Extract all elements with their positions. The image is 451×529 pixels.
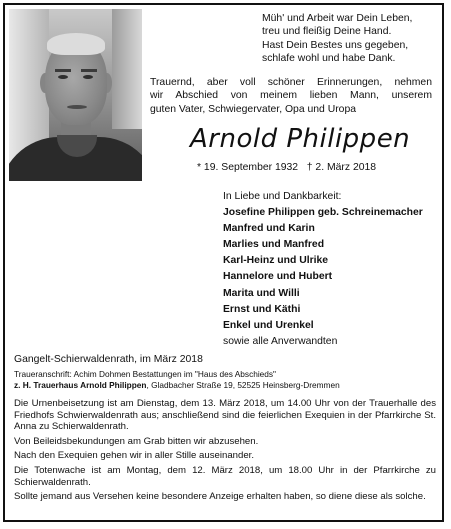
mourner-entry: Josefine Philippen geb. Schreinemacher xyxy=(223,207,423,219)
mourners-intro: In Liebe und Dankbarkeit: xyxy=(223,191,342,202)
portrait-photo xyxy=(9,9,142,181)
mourners-list xyxy=(223,189,423,350)
poem-line: Müh' und Arbeit war Dein Leben, xyxy=(262,13,413,24)
paragraph: Die Urnenbeisetzung ist am Dienstag, dem 13. März 2018, um 14.00 Uhr von der Trauerhalle des Friedhofs Schwierwaldenrath aus; anschließend sind die feierlichen Exequien in der Pfarrkirche St. Anna zu Schierwaldenrath. xyxy=(14,398,436,433)
paragraph: Von Beileidsbekundungen am Grab bitten wir abzusehen. xyxy=(14,435,259,447)
place-date: Gangelt-Schierwaldenrath, im März 2018 xyxy=(14,354,203,365)
poem xyxy=(262,12,412,66)
mourner-entry: Manfred und Karin xyxy=(223,223,315,235)
life-dates: * 19. September 1932 † 2. März 2018 xyxy=(197,162,377,173)
contact-address xyxy=(14,369,340,392)
mourner-entry: Ernst und Käthi xyxy=(223,303,301,315)
mourner-entry: Hannelore und Hubert xyxy=(223,271,333,283)
poem-line: Hast Dein Bestes uns gegeben, xyxy=(262,39,409,51)
mourner-entry: Enkel und Urenkel xyxy=(223,319,314,331)
poem-line: treu und fleißig Deine Hand. xyxy=(262,26,392,38)
intro-line: Trauernd, aber voll schöner Erinnerungen, nehmen xyxy=(150,77,432,88)
contact-line: Traueranschrift: Achim Dohmen Bestattungen im "Haus des Abschieds" xyxy=(14,369,276,379)
intro-line: guten Vater, Schwiegervater, Opa und Uropa xyxy=(150,103,357,115)
deceased-name: Arnold Philippen xyxy=(190,124,411,154)
mourner-entry: Marlies und Manfred xyxy=(223,239,325,251)
contact-street: , Gladbacher Straße 19, 52525 Heinsberg-Dremmen xyxy=(146,380,340,391)
paragraph: Sollte jemand aus Versehen keine besondere Anzeige erhalten haben, so diene diese als solche. xyxy=(14,491,426,503)
intro-text xyxy=(150,76,432,116)
mourners-outro: sowie alle Anverwandten xyxy=(223,335,338,347)
contact-recipient: z. H. Trauerhaus Arnold Philippen xyxy=(14,380,147,391)
mourner-entry: Marita und Willi xyxy=(223,287,300,299)
intro-line: wir Abschied von meinem lieben Mann, unserem xyxy=(150,90,432,102)
service-details xyxy=(14,398,436,506)
poem-line: schlafe wohl und habe Dank. xyxy=(262,53,396,65)
paragraph: Die Totenwache ist am Montag, dem 12. März 2018, um 18.00 Uhr in der Pfarrkirche zu Schierwaldenrath. xyxy=(14,464,436,488)
mourner-entry: Karl-Heinz und Ulrike xyxy=(223,255,329,267)
paragraph: Nach den Exequien gehen wir in aller Stille auseinander. xyxy=(14,450,254,462)
contact-line xyxy=(14,380,340,391)
